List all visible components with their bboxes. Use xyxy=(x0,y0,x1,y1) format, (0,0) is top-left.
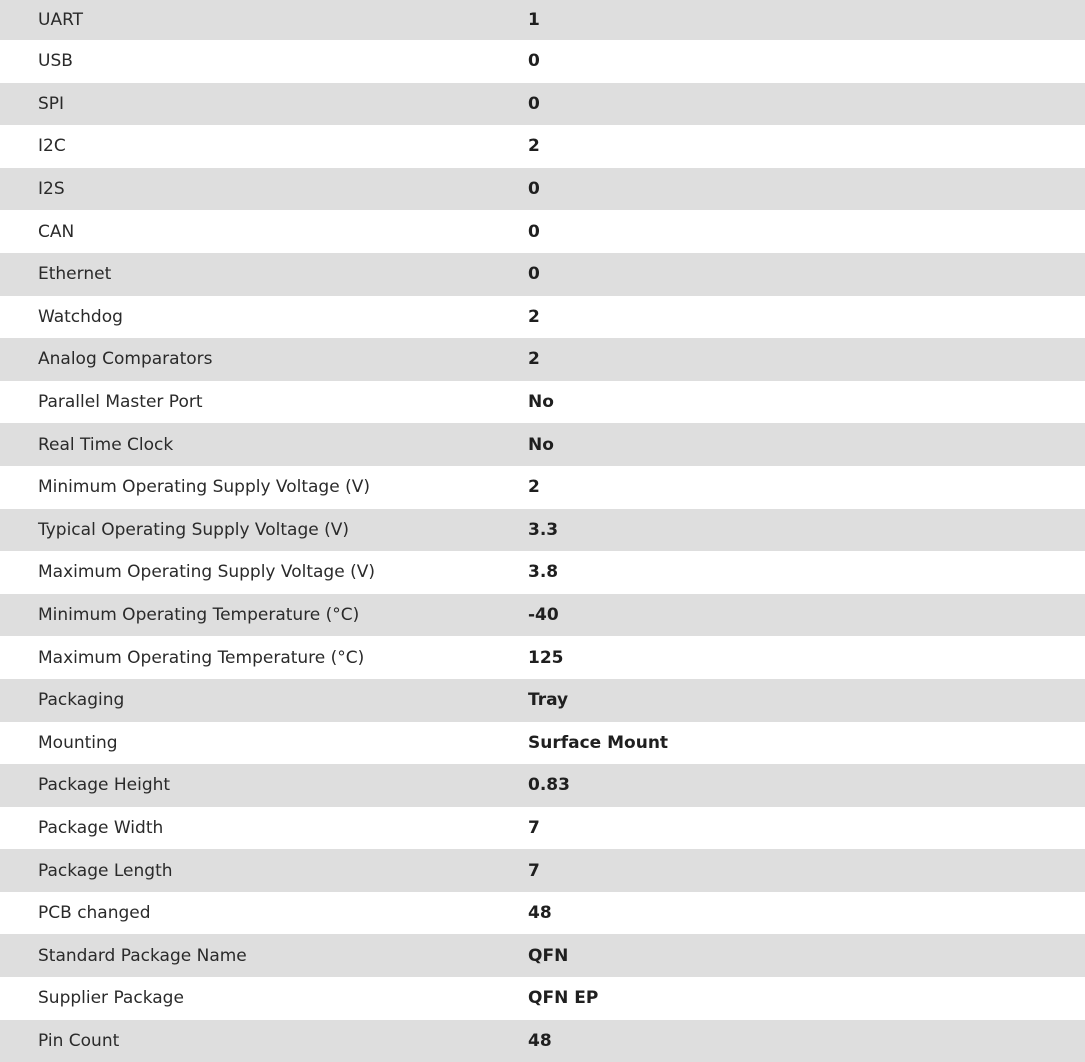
spec-label: Standard Package Name xyxy=(38,945,247,966)
spec-value: 2 xyxy=(528,136,540,157)
spec-label: Pin Count xyxy=(38,1030,120,1051)
spec-label: Minimum Operating Supply Voltage (V) xyxy=(38,477,370,498)
spec-row-pcb-changed xyxy=(0,892,1085,935)
spec-value: 1 xyxy=(528,10,540,30)
spec-value: QFN EP xyxy=(528,988,599,1009)
spec-row-real-time-clock xyxy=(0,423,1085,466)
spec-value: 0 xyxy=(528,179,540,200)
spec-row-typ-supply-voltage xyxy=(0,509,1085,552)
spec-row-mounting xyxy=(0,722,1085,765)
spec-label: Watchdog xyxy=(38,306,123,327)
spec-label: USB xyxy=(38,51,73,72)
spec-value: 2 xyxy=(528,477,540,498)
spec-row-min-temperature xyxy=(0,594,1085,637)
spec-row-max-supply-voltage xyxy=(0,551,1085,594)
spec-label: Maximum Operating Supply Voltage (V) xyxy=(38,562,375,583)
spec-label: Parallel Master Port xyxy=(38,392,203,413)
spec-row-uart xyxy=(0,0,1085,40)
spec-value: Surface Mount xyxy=(528,732,669,753)
spec-row-watchdog xyxy=(0,296,1085,339)
spec-label: UART xyxy=(38,10,84,30)
spec-label: I2C xyxy=(38,136,66,157)
spec-row-analog-comparators xyxy=(0,338,1085,381)
spec-value: 0 xyxy=(528,221,540,242)
spec-row-usb xyxy=(0,40,1085,83)
spec-label: Maximum Operating Temperature (°C) xyxy=(38,647,365,668)
spec-row-max-temperature xyxy=(0,636,1085,679)
spec-row-i2c xyxy=(0,125,1085,168)
spec-label: Ethernet xyxy=(38,264,112,285)
spec-label: Supplier Package xyxy=(38,988,184,1009)
spec-label: SPI xyxy=(38,93,65,114)
spec-label: Packaging xyxy=(38,690,125,711)
spec-label: Analog Comparators xyxy=(38,349,213,370)
spec-row-supplier-package xyxy=(0,977,1085,1020)
spec-row-package-height xyxy=(0,764,1085,807)
spec-value: Tray xyxy=(528,690,569,711)
spec-row-min-supply-voltage xyxy=(0,466,1085,509)
spec-value: 2 xyxy=(528,306,540,327)
spec-value: 3.8 xyxy=(528,562,559,583)
spec-label: Real Time Clock xyxy=(38,434,174,455)
spec-value: 48 xyxy=(528,1030,552,1051)
spec-row-spi xyxy=(0,83,1085,126)
spec-value: 7 xyxy=(528,860,540,881)
spec-value: 0 xyxy=(528,93,540,114)
spec-row-standard-package-name xyxy=(0,934,1085,977)
spec-row-package-length xyxy=(0,849,1085,892)
spec-row-parallel-master-port xyxy=(0,381,1085,424)
spec-row-ethernet xyxy=(0,253,1085,296)
spec-value: No xyxy=(528,392,554,413)
spec-label: PCB changed xyxy=(38,903,151,924)
spec-label: Typical Operating Supply Voltage (V) xyxy=(38,519,349,540)
spec-value: -40 xyxy=(528,605,559,626)
spec-row-package-width xyxy=(0,807,1085,850)
spec-value: 0 xyxy=(528,51,540,72)
spec-row-packaging xyxy=(0,679,1085,722)
spec-value: No xyxy=(528,434,554,455)
spec-value: 48 xyxy=(528,903,552,924)
spec-value: 3.3 xyxy=(528,519,559,540)
spec-label: Package Length xyxy=(38,860,173,881)
spec-label: I2S xyxy=(38,179,65,200)
spec-row-pin-count xyxy=(0,1020,1085,1062)
spec-value: 7 xyxy=(528,817,540,838)
spec-row-i2s xyxy=(0,168,1085,211)
spec-row-can xyxy=(0,210,1085,253)
spec-value: 0.83 xyxy=(528,775,570,796)
spec-value: 125 xyxy=(528,647,564,668)
spec-value: 0 xyxy=(528,264,540,285)
spec-value: 2 xyxy=(528,349,540,370)
spec-label: Mounting xyxy=(38,732,118,753)
spec-label: Minimum Operating Temperature (°C) xyxy=(38,605,360,626)
spec-label: CAN xyxy=(38,221,75,242)
spec-label: Package Height xyxy=(38,775,171,796)
spec-label: Package Width xyxy=(38,817,164,838)
spec-value: QFN xyxy=(528,945,569,966)
